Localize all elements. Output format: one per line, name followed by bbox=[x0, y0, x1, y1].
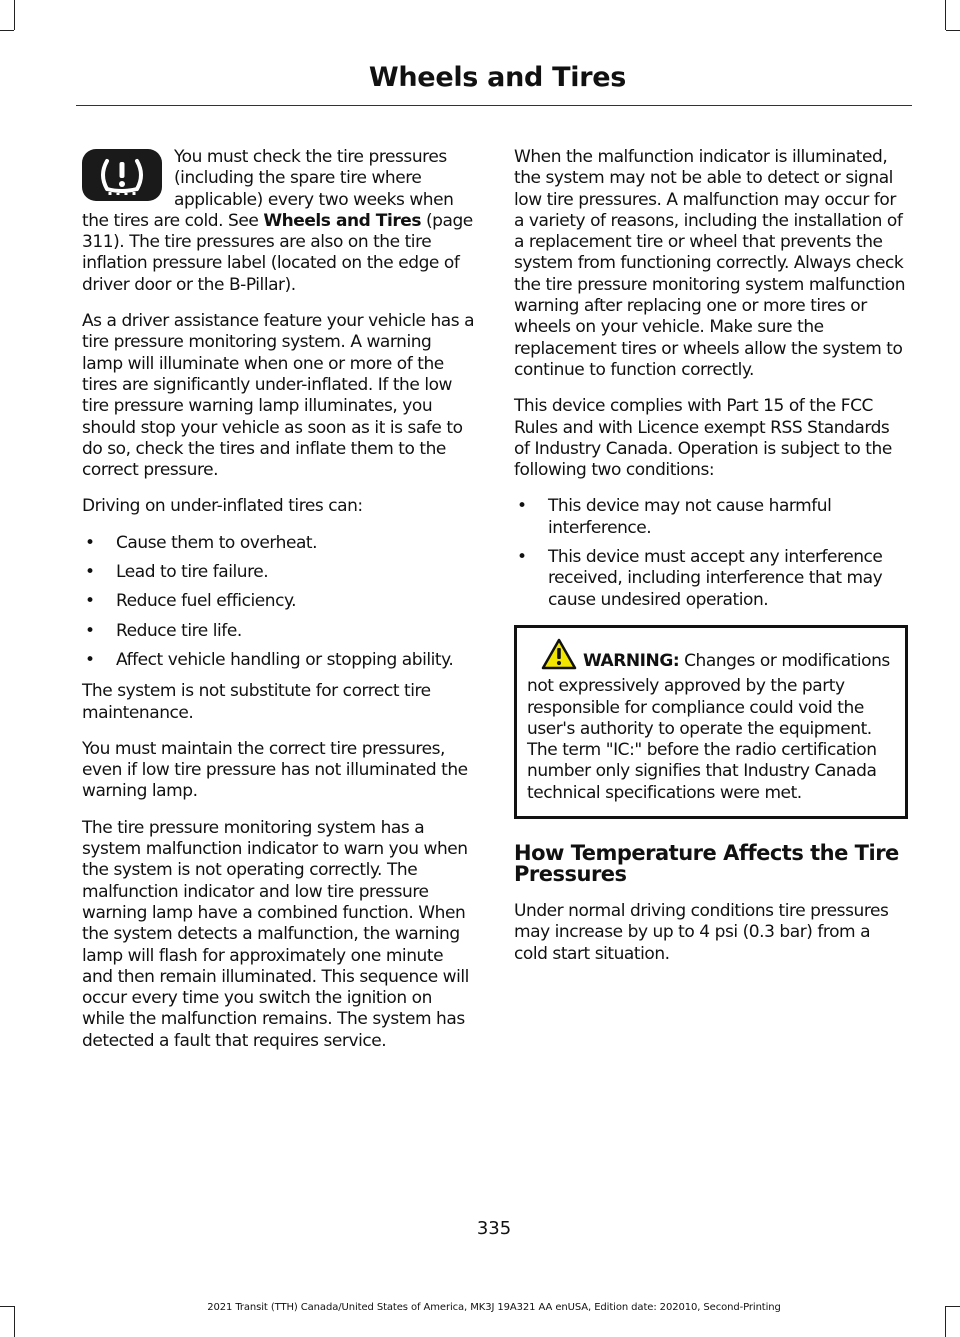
header-divider bbox=[76, 105, 912, 106]
paragraph: You must maintain the correct tire pressures, even if low tire pressure has not illuminated the warning lamp. bbox=[82, 738, 468, 802]
right-column bbox=[514, 147, 908, 980]
bullet-list bbox=[82, 533, 476, 671]
list-item: • Cause them to overheat. bbox=[85, 532, 318, 553]
warning-box bbox=[514, 625, 908, 819]
bullet-list bbox=[514, 496, 908, 610]
list-item: • This device must accept any interference received, including interference that may cause undesired operation. bbox=[517, 547, 883, 610]
list-item: • Reduce fuel efficiency. bbox=[85, 591, 297, 612]
warning-text: Changes or modifications not expressively approved by the party responsible for compliance could void the user's authority to operate the equipment. The term "IC:" before the radio certification number only signifies that Industry Canada technical specifications were met. bbox=[527, 650, 890, 803]
intro-paragraph: You must check the tire pressures (including the spare tire where applicable) every two weeks when the tires are cold. See Wheels and Tires (page 311). The tire pressures are also on the tire inflation pressure label (located on the edge of driver door or the B-Pillar). bbox=[82, 147, 473, 295]
list-item: • Reduce tire life. bbox=[85, 620, 242, 641]
paragraph: This device complies with Part 15 of the FCC Rules and with Licence exempt RSS Standards of Industry Canada. Operation is subject to the following two conditions: bbox=[514, 396, 892, 481]
left-column bbox=[82, 147, 476, 1067]
tire-pressure-warning-icon bbox=[82, 149, 162, 201]
page-title: Wheels and Tires bbox=[368, 62, 626, 93]
list-item: • This device may not cause harmful interference. bbox=[517, 496, 832, 538]
paragraph: Under normal driving conditions tire pressures may increase by up to 4 psi (0.3 bar) from a cold start situation. bbox=[514, 901, 889, 964]
page-number: 335 bbox=[476, 1218, 512, 1239]
paragraph: The system is not substitute for correct tire maintenance. bbox=[82, 681, 431, 723]
paragraph: When the malfunction indicator is illuminated, the system may not be able to detect or signal low tire pressures. A malfunction may occur for a variety of reasons, including the installation of a replacement tire or wheel that prevents the system from functioning correctly. Always check the tire pressure monitoring system malfunction warning after replacing one or more tires or wheels on your vehicle. Make sure the replacement tires or wheels allow the system to continue to function correctly. bbox=[514, 147, 906, 380]
section-heading: How Temperature Affects the Tire Pressures bbox=[514, 841, 899, 887]
paragraph: As a driver assistance feature your vehicle has a tire pressure monitoring system. A warning lamp will illuminate when one or more of the tires are significantly under-inflated. If the low tire pressure warning lamp illuminates, you should stop your vehicle as soon as it is safe to do so, check the tires and inflate them to the correct pressure. bbox=[82, 311, 475, 481]
list-item: • Affect vehicle handling or stopping ability. bbox=[85, 649, 454, 670]
crop-mark bbox=[14, 0, 15, 30]
crop-mark bbox=[0, 30, 14, 31]
wheels-and-tires-reference-link[interactable]: Wheels and Tires bbox=[263, 210, 422, 231]
crop-mark bbox=[945, 0, 946, 30]
list-item: • Lead to tire failure. bbox=[85, 562, 269, 583]
crop-mark bbox=[946, 30, 960, 31]
paragraph: Driving on under-inflated tires can: bbox=[82, 496, 363, 517]
paragraph: The tire pressure monitoring system has a system malfunction indicator to warn you when the system is not operating correctly. The malfunction indicator and low tire pressure warning lamp have a combined function. When the system detects a malfunction, the warning lamp will flash for approximately one minute and then remain illuminated. This sequence will occur every time you switch the ignition on while the malfunction remains. The system has detected a fault that requires service. bbox=[82, 817, 469, 1051]
footer-text: 2021 Transit (TTH) Canada/United States of America, MK3J 19A321 AA enUSA, Edition date: 202010, Second-Printing bbox=[207, 1302, 781, 1313]
warning-triangle-icon bbox=[541, 638, 577, 676]
warning-label: WARNING: bbox=[583, 650, 680, 671]
